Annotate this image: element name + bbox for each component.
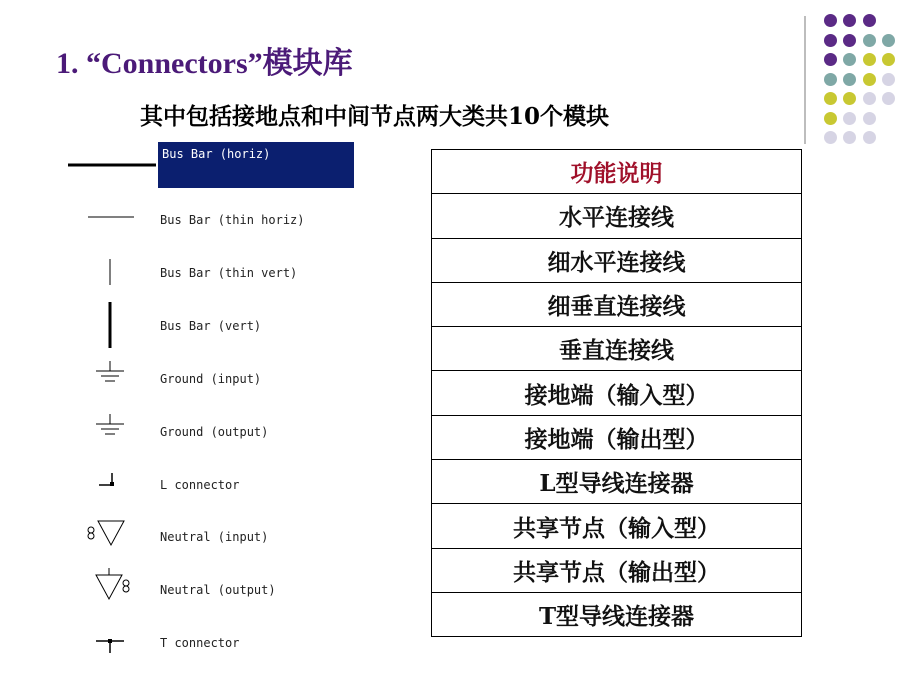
table-row (432, 592, 802, 636)
library-item-ground-input[interactable] (66, 355, 366, 401)
decorative-dot (843, 73, 856, 86)
table-row (432, 504, 802, 548)
decorative-dot (843, 92, 856, 105)
divider-line (804, 16, 806, 144)
t-connector-icon (66, 619, 156, 665)
decorative-dot (824, 73, 837, 86)
decorative-dot (863, 73, 876, 86)
table-cell: 垂直连接线 (432, 327, 802, 371)
decorative-dot (863, 112, 876, 125)
decorative-dot (843, 14, 856, 27)
decorative-dot (882, 34, 895, 47)
decorative-dot (863, 14, 876, 27)
table-cell: 共享节点（输出型） (432, 548, 802, 592)
table-row (432, 282, 802, 326)
decorative-dot (824, 92, 837, 105)
library-item-label: Neutral (output) (160, 583, 276, 597)
library-item-bus-bar-horiz[interactable] (66, 146, 366, 192)
decorative-dot (843, 112, 856, 125)
decorative-dot (824, 14, 837, 27)
table-row (432, 238, 802, 282)
bus-bar-horiz-icon (66, 146, 156, 192)
library-item-label: L connector (160, 478, 240, 492)
library-item-bus-bar-thin-horiz[interactable] (66, 196, 366, 242)
table-cell: 接地端（输入型） (432, 371, 802, 415)
bus-bar-vert-icon (66, 302, 156, 348)
l-connector-icon (66, 461, 156, 507)
ground-output-icon (66, 408, 156, 454)
library-item-label: Bus Bar (thin vert) (160, 266, 298, 280)
library-item-ground-output[interactable] (66, 408, 366, 454)
table-cell: 细水平连接线 (432, 238, 802, 282)
neutral-output-icon (66, 566, 156, 612)
decorative-dot (824, 34, 837, 47)
decorative-dot (863, 53, 876, 66)
decorative-dot (863, 92, 876, 105)
decorative-dot (882, 92, 895, 105)
decorative-dot (863, 131, 876, 144)
decorative-dot (843, 34, 856, 47)
table-row (432, 415, 802, 459)
decorative-dot (824, 131, 837, 144)
library-item-label: Ground (output) (160, 425, 269, 439)
table-row (432, 327, 802, 371)
library-item-bus-bar-vert[interactable] (66, 302, 366, 348)
library-item-label: Bus Bar (thin horiz) (160, 213, 305, 227)
decorative-dot (882, 73, 895, 86)
decorative-dot (824, 112, 837, 125)
table-row (432, 548, 802, 592)
library-item-label: Bus Bar (vert) (160, 319, 262, 333)
neutral-input-icon (66, 513, 156, 559)
table-cell: T型导线连接器 (432, 592, 802, 636)
table-cell: 水平连接线 (432, 194, 802, 238)
table-header-cell: 功能说明 (432, 150, 802, 194)
bus-bar-thin-vert-icon (66, 249, 156, 295)
library-item-label: Neutral (input) (160, 530, 269, 544)
slide-subtitle: 其中包括接地点和中间节点两大类共10个模块 (140, 103, 610, 130)
table-cell: 共享节点（输入型） (432, 504, 802, 548)
table-row (432, 371, 802, 415)
library-item-label: Ground (input) (160, 372, 262, 386)
ground-input-icon (66, 355, 156, 401)
decorative-dot (863, 34, 876, 47)
decorative-dot-grid (818, 14, 918, 149)
library-item-label: T connector (160, 636, 240, 650)
library-item-l-connector[interactable] (66, 461, 366, 507)
library-item-neutral-input[interactable] (66, 513, 366, 559)
table-cell: 细垂直连接线 (432, 282, 802, 326)
decorative-dot (824, 53, 837, 66)
table-cell: 接地端（输出型） (432, 415, 802, 459)
function-table (431, 149, 802, 637)
library-item-bus-bar-thin-vert[interactable] (66, 249, 366, 295)
table-cell: L型导线连接器 (432, 460, 802, 504)
bus-bar-thin-horiz-icon (66, 196, 156, 242)
slide-title: 1. “Connectors”模块库 (56, 47, 353, 80)
library-item-label: Bus Bar (horiz) (158, 142, 354, 188)
table-row (432, 460, 802, 504)
table-header-row (432, 150, 802, 194)
decorative-dot (843, 53, 856, 66)
decorative-dot (843, 131, 856, 144)
library-item-t-connector[interactable] (66, 619, 366, 665)
library-item-neutral-output[interactable] (66, 566, 366, 612)
decorative-dot (882, 53, 895, 66)
table-row (432, 194, 802, 238)
